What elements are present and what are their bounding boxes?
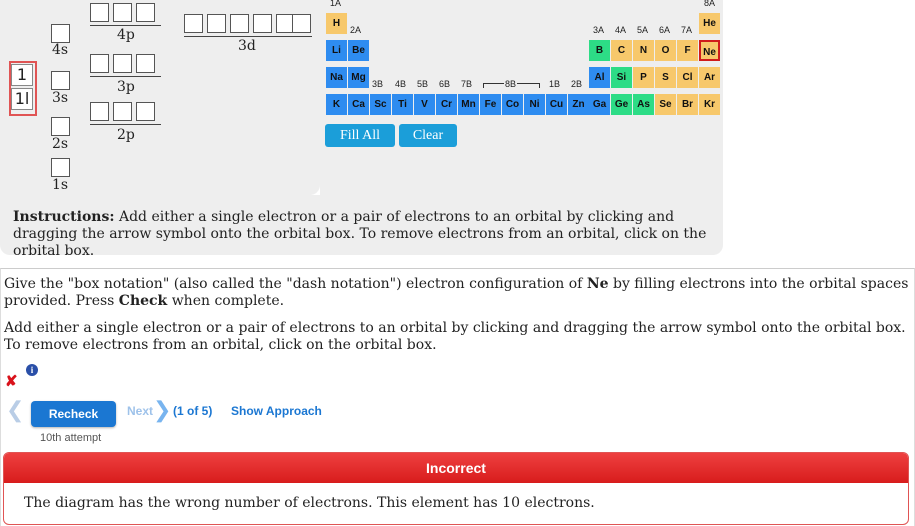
orbital-box-4p-3[interactable] bbox=[136, 3, 155, 22]
element-Fe[interactable]: Fe bbox=[480, 94, 501, 115]
group-label-7B: 7B bbox=[461, 79, 473, 89]
group-label-8A: 8A bbox=[704, 0, 716, 8]
group-label-2B: 2B bbox=[571, 79, 583, 89]
element-Ne[interactable]: Ne bbox=[699, 40, 720, 61]
show-approach-link[interactable]: Show Approach bbox=[231, 404, 322, 418]
element-He[interactable]: He bbox=[699, 13, 720, 34]
element-Li[interactable]: Li bbox=[326, 40, 347, 61]
element-F[interactable]: F bbox=[677, 40, 698, 61]
element-C[interactable]: C bbox=[611, 40, 632, 61]
orbital-box-2s[interactable] bbox=[51, 117, 70, 136]
element-H[interactable]: H bbox=[326, 13, 347, 34]
divider-4p bbox=[90, 25, 161, 26]
group-label-6B: 6B bbox=[439, 79, 451, 89]
element-Al[interactable]: Al bbox=[589, 67, 610, 88]
divider-3d bbox=[184, 36, 312, 37]
element-Ga[interactable]: Ga bbox=[589, 94, 610, 115]
group-label-4A: 4A bbox=[615, 25, 627, 35]
question-text-part: when complete. bbox=[167, 293, 285, 309]
orbital-box-3p-3[interactable] bbox=[136, 54, 155, 73]
divider-3p bbox=[90, 76, 161, 77]
element-Br[interactable]: Br bbox=[677, 94, 698, 115]
clear-button[interactable]: Clear bbox=[399, 124, 457, 147]
instructions-body: Add either a single electron or a pair of electrons to an orbital by clicking and dragging the arrow symbol onto the orbital box. To remove electrons from an orbital, click on the orbital box. bbox=[13, 209, 707, 259]
element-Zn[interactable]: Zn bbox=[568, 94, 589, 115]
element-Cu[interactable]: Cu bbox=[546, 94, 567, 115]
question-prompt bbox=[4, 276, 909, 310]
instructions-heading: Instructions: bbox=[13, 209, 115, 225]
question-element: Ne bbox=[586, 276, 609, 292]
element-Se[interactable]: Se bbox=[655, 94, 676, 115]
group-8B-bracket-left bbox=[483, 83, 484, 88]
group-label-4B: 4B bbox=[395, 79, 407, 89]
orbital-label-2p: 2p bbox=[117, 127, 135, 143]
element-K[interactable]: K bbox=[326, 94, 347, 115]
element-V[interactable]: V bbox=[414, 94, 435, 115]
group-label-7A: 7A bbox=[681, 25, 693, 35]
group-8B-bracket-right bbox=[539, 83, 540, 88]
orbital-label-1s: 1s bbox=[52, 177, 69, 193]
element-Mg[interactable]: Mg bbox=[348, 67, 369, 88]
orbital-box-3d-2[interactable] bbox=[207, 14, 226, 33]
element-P[interactable]: P bbox=[633, 67, 654, 88]
attempt-count: 10th attempt bbox=[40, 432, 102, 444]
orbital-label-4s: 4s bbox=[52, 42, 69, 58]
fill-all-button[interactable]: Fill All bbox=[325, 124, 395, 147]
element-Na[interactable]: Na bbox=[326, 67, 347, 88]
instructions-panel bbox=[0, 195, 723, 259]
single-electron-arrow[interactable]: 1 bbox=[11, 64, 33, 86]
element-As[interactable]: As bbox=[633, 94, 654, 115]
element-Ni[interactable]: Ni bbox=[524, 94, 545, 115]
next-link[interactable]: Next bbox=[127, 404, 154, 418]
instructions-text bbox=[13, 209, 713, 260]
orbital-box-4p-1[interactable] bbox=[90, 3, 109, 22]
group-label-6A: 6A bbox=[659, 25, 671, 35]
element-Ar[interactable]: Ar bbox=[699, 67, 720, 88]
orbital-box-2p-3[interactable] bbox=[136, 102, 155, 121]
previous-chevron-icon[interactable]: ❮ bbox=[6, 398, 25, 423]
group-label-1A: 1A bbox=[330, 0, 342, 8]
element-S[interactable]: S bbox=[655, 67, 676, 88]
progress-indicator: (1 of 5) bbox=[173, 404, 213, 418]
group-label-3A: 3A bbox=[593, 25, 605, 35]
feedback-message: The diagram has the wrong number of electrons. This element has 10 electrons. bbox=[24, 495, 595, 511]
element-Co[interactable]: Co bbox=[502, 94, 523, 115]
orbital-box-3d-3[interactable] bbox=[230, 14, 249, 33]
feedback-box bbox=[3, 452, 909, 525]
divider-2p bbox=[90, 124, 161, 125]
orbital-diagram-panel bbox=[0, 0, 320, 195]
orbital-box-3s[interactable] bbox=[51, 71, 70, 90]
element-B[interactable]: B bbox=[589, 40, 610, 61]
orbital-box-1s[interactable] bbox=[51, 158, 70, 177]
element-Mn[interactable]: Mn bbox=[458, 94, 479, 115]
element-Cl[interactable]: Cl bbox=[677, 67, 698, 88]
element-Be[interactable]: Be bbox=[348, 40, 369, 61]
orbital-label-3s: 3s bbox=[52, 90, 69, 106]
element-Ca[interactable]: Ca bbox=[348, 94, 369, 115]
info-icon[interactable]: i bbox=[26, 364, 38, 376]
element-Kr[interactable]: Kr bbox=[699, 94, 720, 115]
group-label-5A: 5A bbox=[637, 25, 649, 35]
group-label-1B: 1B bbox=[549, 79, 561, 89]
question-instructions: Add either a single electron or a pair of electrons to an orbital by clicking and dragging the arrow symbol onto the orbital box. To remove electrons from an orbital, click on the orbital box. bbox=[4, 320, 906, 353]
element-Si[interactable]: Si bbox=[611, 67, 632, 88]
next-chevron-icon[interactable]: ❯ bbox=[153, 398, 172, 423]
incorrect-x-icon: ✘ bbox=[5, 372, 18, 390]
periodic-table-panel bbox=[320, 0, 723, 195]
orbital-box-3d-4[interactable] bbox=[253, 14, 272, 33]
element-Ti[interactable]: Ti bbox=[392, 94, 413, 115]
question-text-part: Give the "box notation" (also called the "dash notation") electron configuration of bbox=[4, 276, 587, 292]
orbital-box-2p-1[interactable] bbox=[90, 102, 109, 121]
element-Sc[interactable]: Sc bbox=[370, 94, 391, 115]
orbital-box-3d-6[interactable] bbox=[292, 14, 311, 33]
orbital-box-4s[interactable] bbox=[51, 24, 70, 43]
recheck-button[interactable]: Recheck bbox=[31, 401, 116, 427]
orbital-box-2p-2[interactable] bbox=[113, 102, 132, 121]
group-label-5B: 5B bbox=[417, 79, 429, 89]
question-check-word: Check bbox=[118, 293, 168, 309]
question-text-part: by filling electrons into the orbital spaces provided. Press bbox=[4, 276, 909, 309]
element-Ge[interactable]: Ge bbox=[611, 94, 632, 115]
element-O[interactable]: O bbox=[655, 40, 676, 61]
element-Cr[interactable]: Cr bbox=[436, 94, 457, 115]
feedback-title: Incorrect bbox=[4, 453, 908, 483]
group-label-3B: 3B bbox=[372, 79, 384, 89]
orbital-label-4p: 4p bbox=[117, 27, 135, 43]
group-label-8B: 8B bbox=[505, 79, 517, 89]
element-N[interactable]: N bbox=[633, 40, 654, 61]
orbital-label-3d: 3d bbox=[238, 38, 256, 54]
orbital-box-4p-2[interactable] bbox=[113, 3, 132, 22]
group-label-2A: 2A bbox=[350, 25, 362, 35]
orbital-box-3p-2[interactable] bbox=[113, 54, 132, 73]
orbital-box-3d-1[interactable] bbox=[184, 14, 203, 33]
orbital-label-2s: 2s bbox=[52, 136, 69, 152]
orbital-label-3p: 3p bbox=[117, 79, 135, 95]
orbital-box-3p-1[interactable] bbox=[90, 54, 109, 73]
electron-pair-arrow[interactable]: 1l bbox=[11, 88, 33, 110]
